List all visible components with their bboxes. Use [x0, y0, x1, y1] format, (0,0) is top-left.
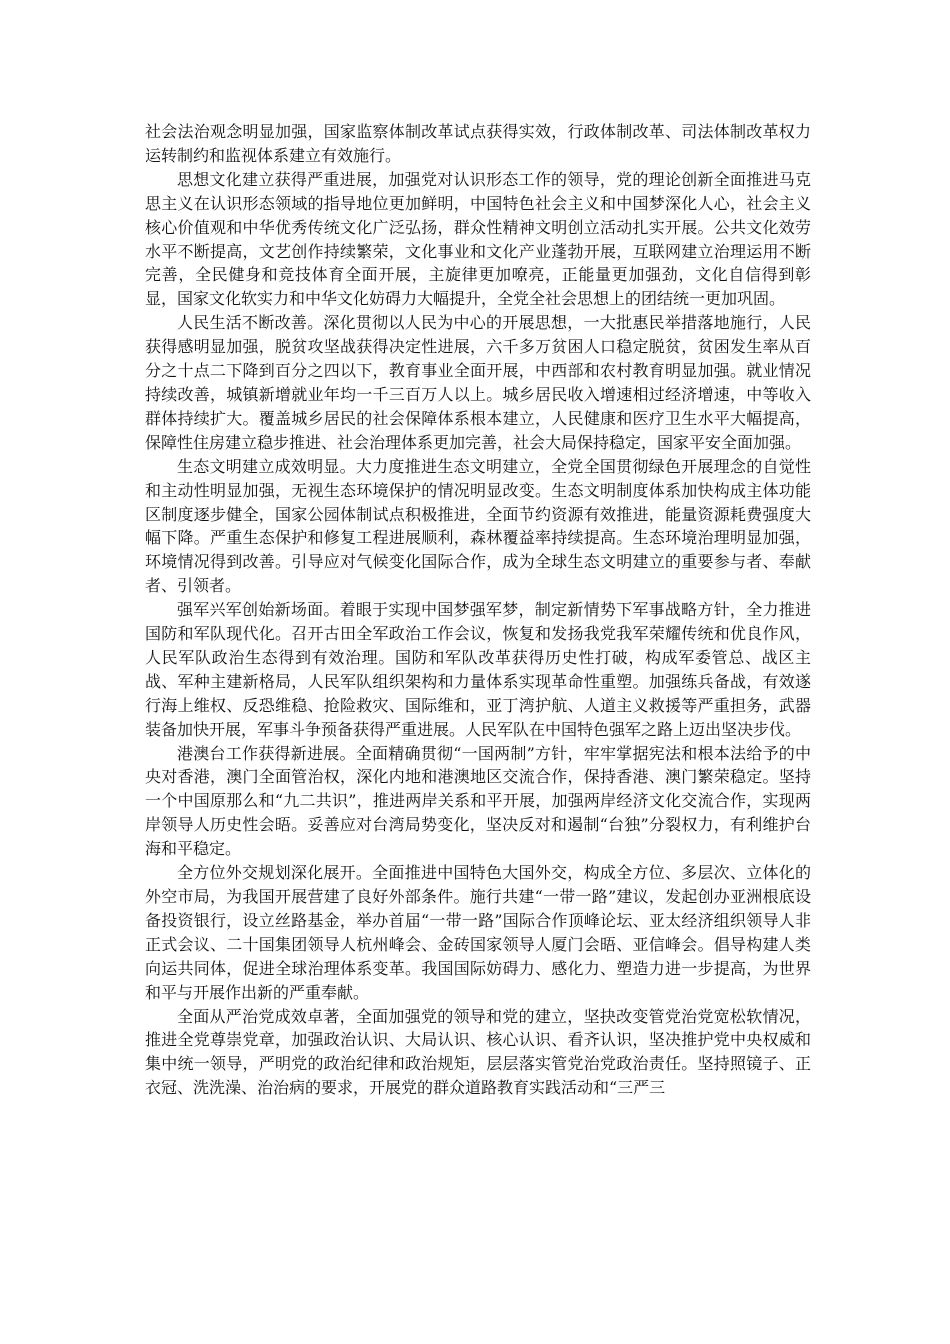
document-page [145, 120, 811, 1100]
paragraph-3: 人民生活不断改善。深化贯彻以人民为中心的开展思想，一大批惠民举措落地施行，人民获得感明显加强，脱贫攻坚战获得决定性进展，六千多万贫困人口稳定脱贫，贫困发生率从百分之十点二下降到百分之四以下，教育事业全面开展，中西部和农村教育明显加强。就业情况持续改善，城镇新增就业年均一千三百万人以上。城乡居民收入增速相过经济增速，中等收入群体持续扩大。覆盖城乡居民的社会保障体系根本建立，人民健康和医疗卫生水平大幅提高，保障性住房建立稳步推进、社会治理体系更加完善，社会大局保持稳定，国家平安全面加强。 [145, 313, 811, 452]
paragraph-8: 全面从严治党成效卓著，全面加强党的领导和党的建立，坚抉改变管党治党宽松软情况，推进全党尊崇党章，加强政治认识、大局认识、核心认识、看齐认识，坚决推护党中央权威和集中统一领导，严明党的政治纪律和政治规矩，层层落实管党治党政治责任。坚持照镜子、正衣冠、洗洗澡、治治病的要求，开展党的群众道路教育实践活动和“三严三 [145, 1006, 811, 1098]
paragraph-5: 强军兴军创始新场面。着眼于实现中国梦强军梦，制定新情势下军事战略方针，全力推进国防和军队现代化。召开古田全军政治工作会议，恢复和发扬我党我军荣耀传统和优良作风，人民军队政治生态得到有效治理。国防和军队改革获得历史性打破，构成军委管总、战区主战、军种主建新格局，人民军队组织架构和力量体系实现革命性重塑。加强练兵备战，有效遂行海上维权、反恐维稳、抢险救灾、国际维和，亚丁湾护航、人道主义救援等严重担务，武器装备加快开展，军事斗争预备获得严重进展。人民军队在中国特色强军之路上迈出坚决步伐。 [145, 600, 811, 739]
paragraph-4: 生态文明建立成效明显。大力度推进生态文明建立，全党全国贯彻绿色开展理念的自觉性和主动性明显加强，无视生态环境保护的情况明显改变。生态文明制度体系加快构成主体功能区制度逐步健全，国家公园体制试点积极推进，全面节约资源有效推进，能量资源耗费强度大幅下降。严重生态保护和修复工程进展顺利，森林覆益率持续提高。生态环境治理明显加强，环境情况得到改善。引导应对气候变化国际合作，成为全球生态文明建立的重要参与者、奉献者、引领者。 [145, 456, 811, 596]
paragraph-6: 港澳台工作获得新进展。全面精确贯彻“一国两制”方针，牢牢掌据宪法和根本法给予的中央对香港，澳门全面管治权，深化内地和港澳地区交流合作，保持香港、澳门繁荣稳定。坚持一个中国原那么和“九二共识”，推进两岸关系和平开展，加强两岸经济文化交流合作，实现两岸领导人历史性会晤。妥善应对台湾局势变化，坚决反对和遏制“台独”分裂权力，有利维护台海和平稳定。 [145, 743, 811, 859]
paragraph-7: 全方位外交规划深化展开。全面推进中国特色大国外交，构成全方位、多层次、立体化的外空市局，为我国开展营建了良好外部条件。施行共建“一带一路”建议，发起创办亚洲根底设备投资银行，设立丝路基金，举办首届“一带一路”国际合作顶峰论坛、亚太经济组织领导人非正式会议、二十国集团领导人杭州峰会、金砖国家领导人厦门会晤、亚信峰会。倡导构建人类向运共同体，促进全球治理体系变革。我国国际妨碍力、感化力、塑造力进一步提高，为世界和平与开展作出新的严重奉献。 [145, 863, 811, 1002]
paragraph-1: 社会法治观念明显加强，国家监察体制改革试点获得实效，行政体制改革、司法体制改革权力运转制约和监视体系建立有效施行。 [145, 122, 811, 165]
paragraph-2: 思想文化建立获得严重进展，加强党对认识形态工作的领导，党的理论创新全面推进马克思主义在认识形态领域的指导地位更加鲜明，中国特色社会主义和中国梦深化人心，社会主义核心价值观和中华优秀传统文化广泛弘扬，群众性精神文明创立活动扎实开展。公共文化效劳水平不断提高，文艺创作持续繁荣，文化事业和文化产业蓬勃开展，互联网建立治理运用不断完善，全民健身和竞技体育全面开展，主旋律更加嘹亮，正能量更加强劲，文化自信得到彰显，国家文化软实力和中华文化妨碍力大幅提升，全党全社会思想上的团结统一更加巩固。 [145, 169, 811, 309]
